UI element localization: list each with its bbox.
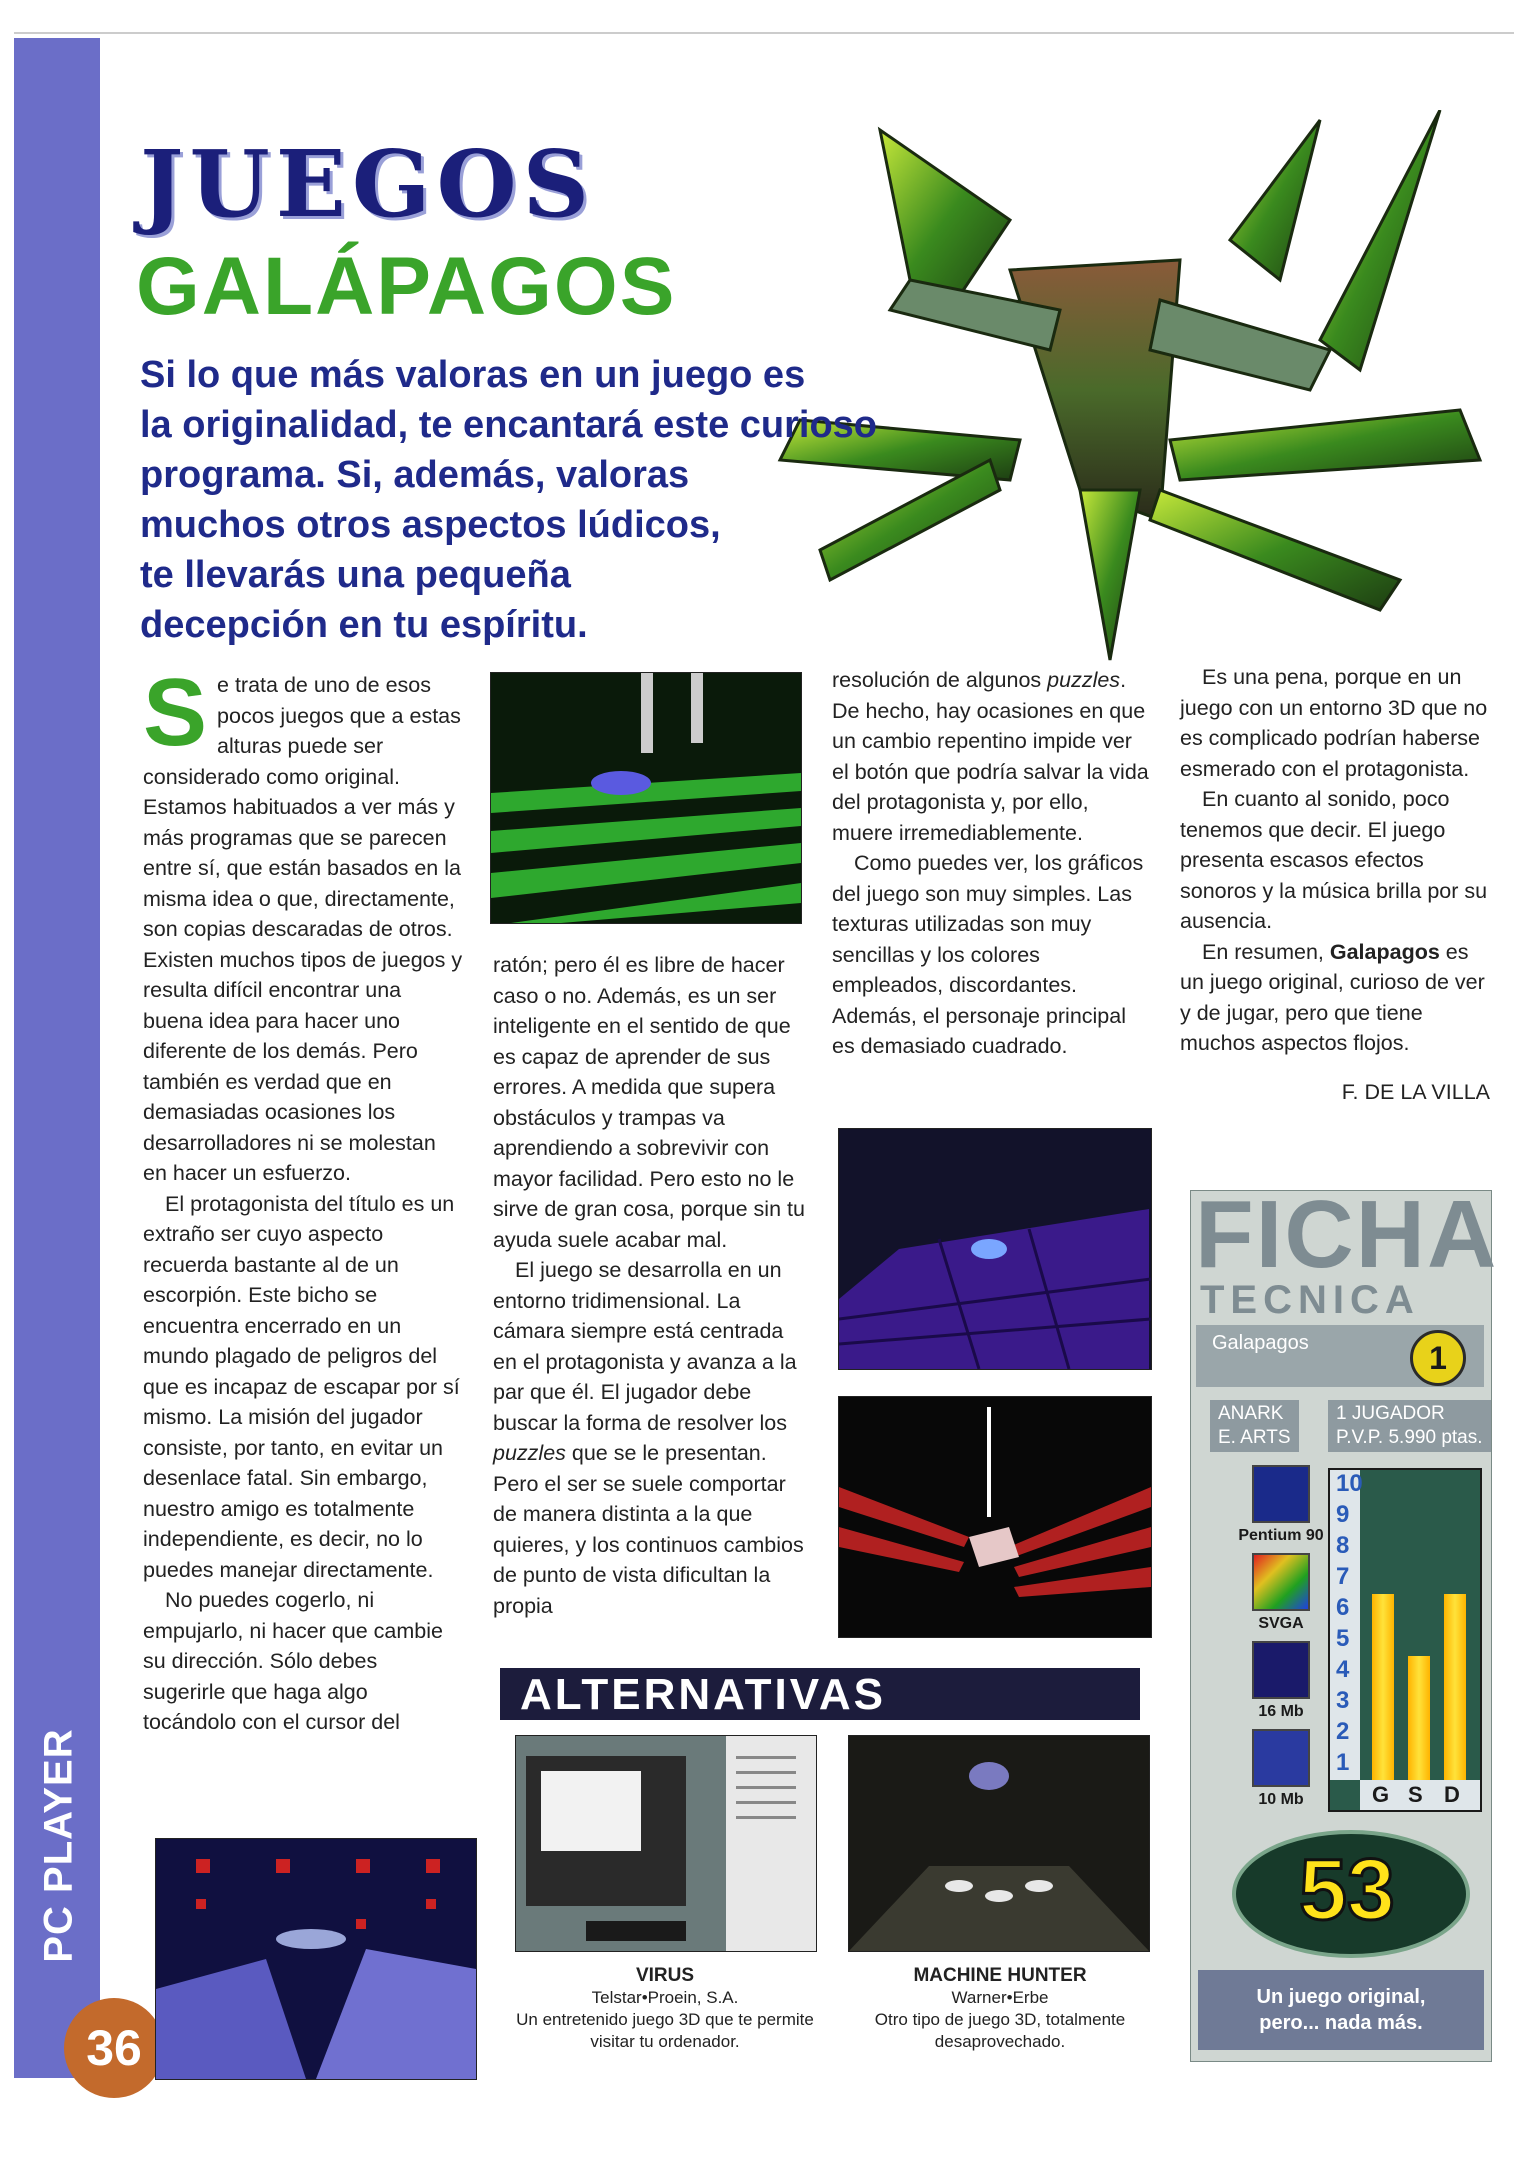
- alternative-caption-virus: [505, 1965, 825, 2053]
- scale-tick: 5: [1336, 1625, 1350, 1652]
- alternative-screenshot-virus: [515, 1735, 817, 1952]
- paragraph: El juego se desarrolla en un entorno tridimensional. La cámara siempre está centrada en el protagonista y avanza a la par que él. El jugador debe buscar la forma de resolver los puzzles que se le presentan. Pero el ser se suele comportar de manera distinta a la que quieres, y los continuos cambios de punto de vista dificultan la propia: [493, 1258, 804, 1618]
- spec-game-name: Galapagos: [1212, 1332, 1309, 1354]
- body-column-4: [1180, 662, 1490, 1107]
- paragraph: ratón; pero él es libre de hacer caso o no. Además, es un ser inteligente en el sentido de que es capaz de aprender de sus errores. A medida que supera obstáculos y trampas va aprendiendo a sobrevivir con mayor facilidad. Pero esto no le sirve de gran cosa, porque sin tu ayuda suele acabar mal.: [493, 953, 805, 1252]
- game-screenshot-3: [838, 1128, 1152, 1370]
- graphics-icon: [1252, 1553, 1310, 1611]
- disk-icon: [1252, 1729, 1310, 1787]
- scale-tick: 6: [1336, 1594, 1350, 1621]
- spec-price-block: 1 JUGADOR P.V.P. 5.990 ptas.: [1328, 1400, 1491, 1452]
- overall-score: 53: [1299, 1841, 1395, 1938]
- scale-tick: 1: [1336, 1749, 1350, 1776]
- cpu-icon: [1252, 1465, 1310, 1523]
- author-byline: F. DE LA VILLA: [1341, 1079, 1490, 1104]
- alternatives-banner: ALTERNATIVAS: [500, 1668, 1140, 1720]
- spec-heading-2: TECNICA: [1200, 1278, 1420, 1322]
- paragraph: En cuanto al sonido, poco tenemos que decir. El juego presenta escasos efectos sonoros y la música brilla por su ausencia.: [1180, 787, 1488, 933]
- paragraph: Como puedes ver, los gráficos del juego son muy simples. Las texturas utilizadas son muy sencillas y los colores empleados, discordantes. Además, el personaje principal es demasiado cuadrado.: [832, 851, 1144, 1058]
- scale-tick: 3: [1336, 1687, 1350, 1714]
- alt-description: Otro tipo de juego 3D, totalmente desaprovechado.: [874, 2010, 1126, 2051]
- alt-publisher: Telstar•Proein, S.A.: [591, 1988, 739, 2007]
- game-screenshot-4: [838, 1396, 1152, 1638]
- paragraph: resolución de algunos puzzles. De hecho, hay ocasiones en que un cambio repentino impide ver el botón que podría salvar la vida del protagonista y, por ello, muere irremediablemente.: [832, 668, 1149, 845]
- rating-chart: [1328, 1468, 1482, 1812]
- intro-line: programa. Si, además, valoras: [140, 454, 690, 496]
- alt-name: VIRUS: [635, 1965, 695, 1986]
- intro-line: Si lo que más valoras en un juego es: [140, 354, 806, 396]
- scale-tick: 9: [1336, 1501, 1350, 1528]
- paragraph: En resumen, Galapagos es un juego original, curioso de ver y de jugar, pero que tiene muchos aspectos flojos.: [1180, 939, 1485, 1055]
- spec-publisher: ANARK E. ARTS: [1210, 1400, 1299, 1452]
- body-column-1: [143, 659, 463, 1738]
- rating-bar-label: D: [1444, 1782, 1460, 1807]
- memory-icon: [1252, 1641, 1310, 1699]
- requirements-list: Pentium 90 SVGA 16 Mb 10 Mb: [1236, 1465, 1326, 1809]
- game-screenshot-1: [155, 1838, 477, 2080]
- rating-bar-s: [1408, 1656, 1430, 1780]
- spec-heading-1: FICHA: [1195, 1181, 1499, 1288]
- body-column-2: [493, 950, 808, 1621]
- body-column-3: [832, 665, 1152, 1062]
- alternative-screenshot-machine-hunter: [848, 1735, 1150, 1952]
- rating-bar-label: G: [1372, 1782, 1390, 1807]
- paragraph: Es una pena, porque en un juego con un entorno 3D que no es complicado podrían haberse esmerado con el protagonista.: [1180, 665, 1488, 781]
- article-title: GALÁPAGOS: [136, 241, 677, 332]
- top-rule: [14, 32, 1514, 34]
- scale-tick: 8: [1336, 1532, 1350, 1559]
- paragraph: El protagonista del título es un extraño ser cuyo aspecto recuerda bastante al de un escorpión. Este bicho se encuentra encerrado en un mundo plagado de peligros del que es incapaz de escapar por sí mismo. La misión del jugador consiste, por tanto, en evitar un desenlace fatal. Sin embargo, nuestro amigo es totalmente independiente, es decir, no lo puedes manejar directamente.: [143, 1191, 460, 1582]
- alt-name: MACHINE HUNTER: [913, 1965, 1087, 1986]
- scale-tick: 7: [1336, 1563, 1350, 1590]
- scale-tick: 10: [1336, 1470, 1363, 1497]
- drop-cap: S: [143, 659, 208, 766]
- alt-description: Un entretenido juego 3D que te permite visitar tu ordenador.: [516, 2010, 814, 2051]
- intro-line: decepción en tu espíritu.: [140, 604, 588, 646]
- rating-bar-d: [1444, 1594, 1466, 1780]
- players-badge: 1: [1410, 1330, 1466, 1386]
- scale-tick: 2: [1336, 1718, 1350, 1745]
- section-title: JUEGOS: [140, 130, 596, 238]
- rating-bar-label: S: [1408, 1782, 1423, 1807]
- intro-line: la originalidad, te encantará este curioso: [140, 404, 878, 446]
- intro-line: muchos otros aspectos lúdicos,: [140, 504, 721, 546]
- paragraph: e trata de uno de esos pocos juegos que a estas alturas puede ser considerado como original. Estamos habituados a ver más y más programas que se parecen entre sí, que están basados en la misma idea o que, directamente, son copias descaradas de otros. Existen muchos tipos de juegos y resulta difícil encontrar una buena idea para hacer uno diferente de los demás. Pero también es verdad que en demasiadas ocasiones los desarrolladores ni se molestan en hacer un esfuerzo.: [143, 673, 463, 1185]
- rating-bar-g: [1372, 1594, 1394, 1780]
- paragraph: No puedes cogerlo, ni empujarlo, ni hacer que cambie su dirección. Sólo debes sugerirle que haga algo tocándolo con el cursor del: [143, 1588, 443, 1734]
- game-screenshot-2: [490, 672, 802, 924]
- intro-deck: [140, 350, 1040, 650]
- scale-tick: 4: [1336, 1656, 1350, 1683]
- verdict-box: Un juego original, pero... nada más.: [1198, 1970, 1484, 2050]
- magazine-label: PC PLAYER: [36, 1727, 81, 1963]
- alt-publisher: Warner•Erbe: [951, 1988, 1049, 2007]
- intro-line: te llevarás una pequeña: [140, 554, 571, 596]
- page-number: 36: [64, 1998, 164, 2098]
- alternative-caption-machine-hunter: [845, 1965, 1155, 2053]
